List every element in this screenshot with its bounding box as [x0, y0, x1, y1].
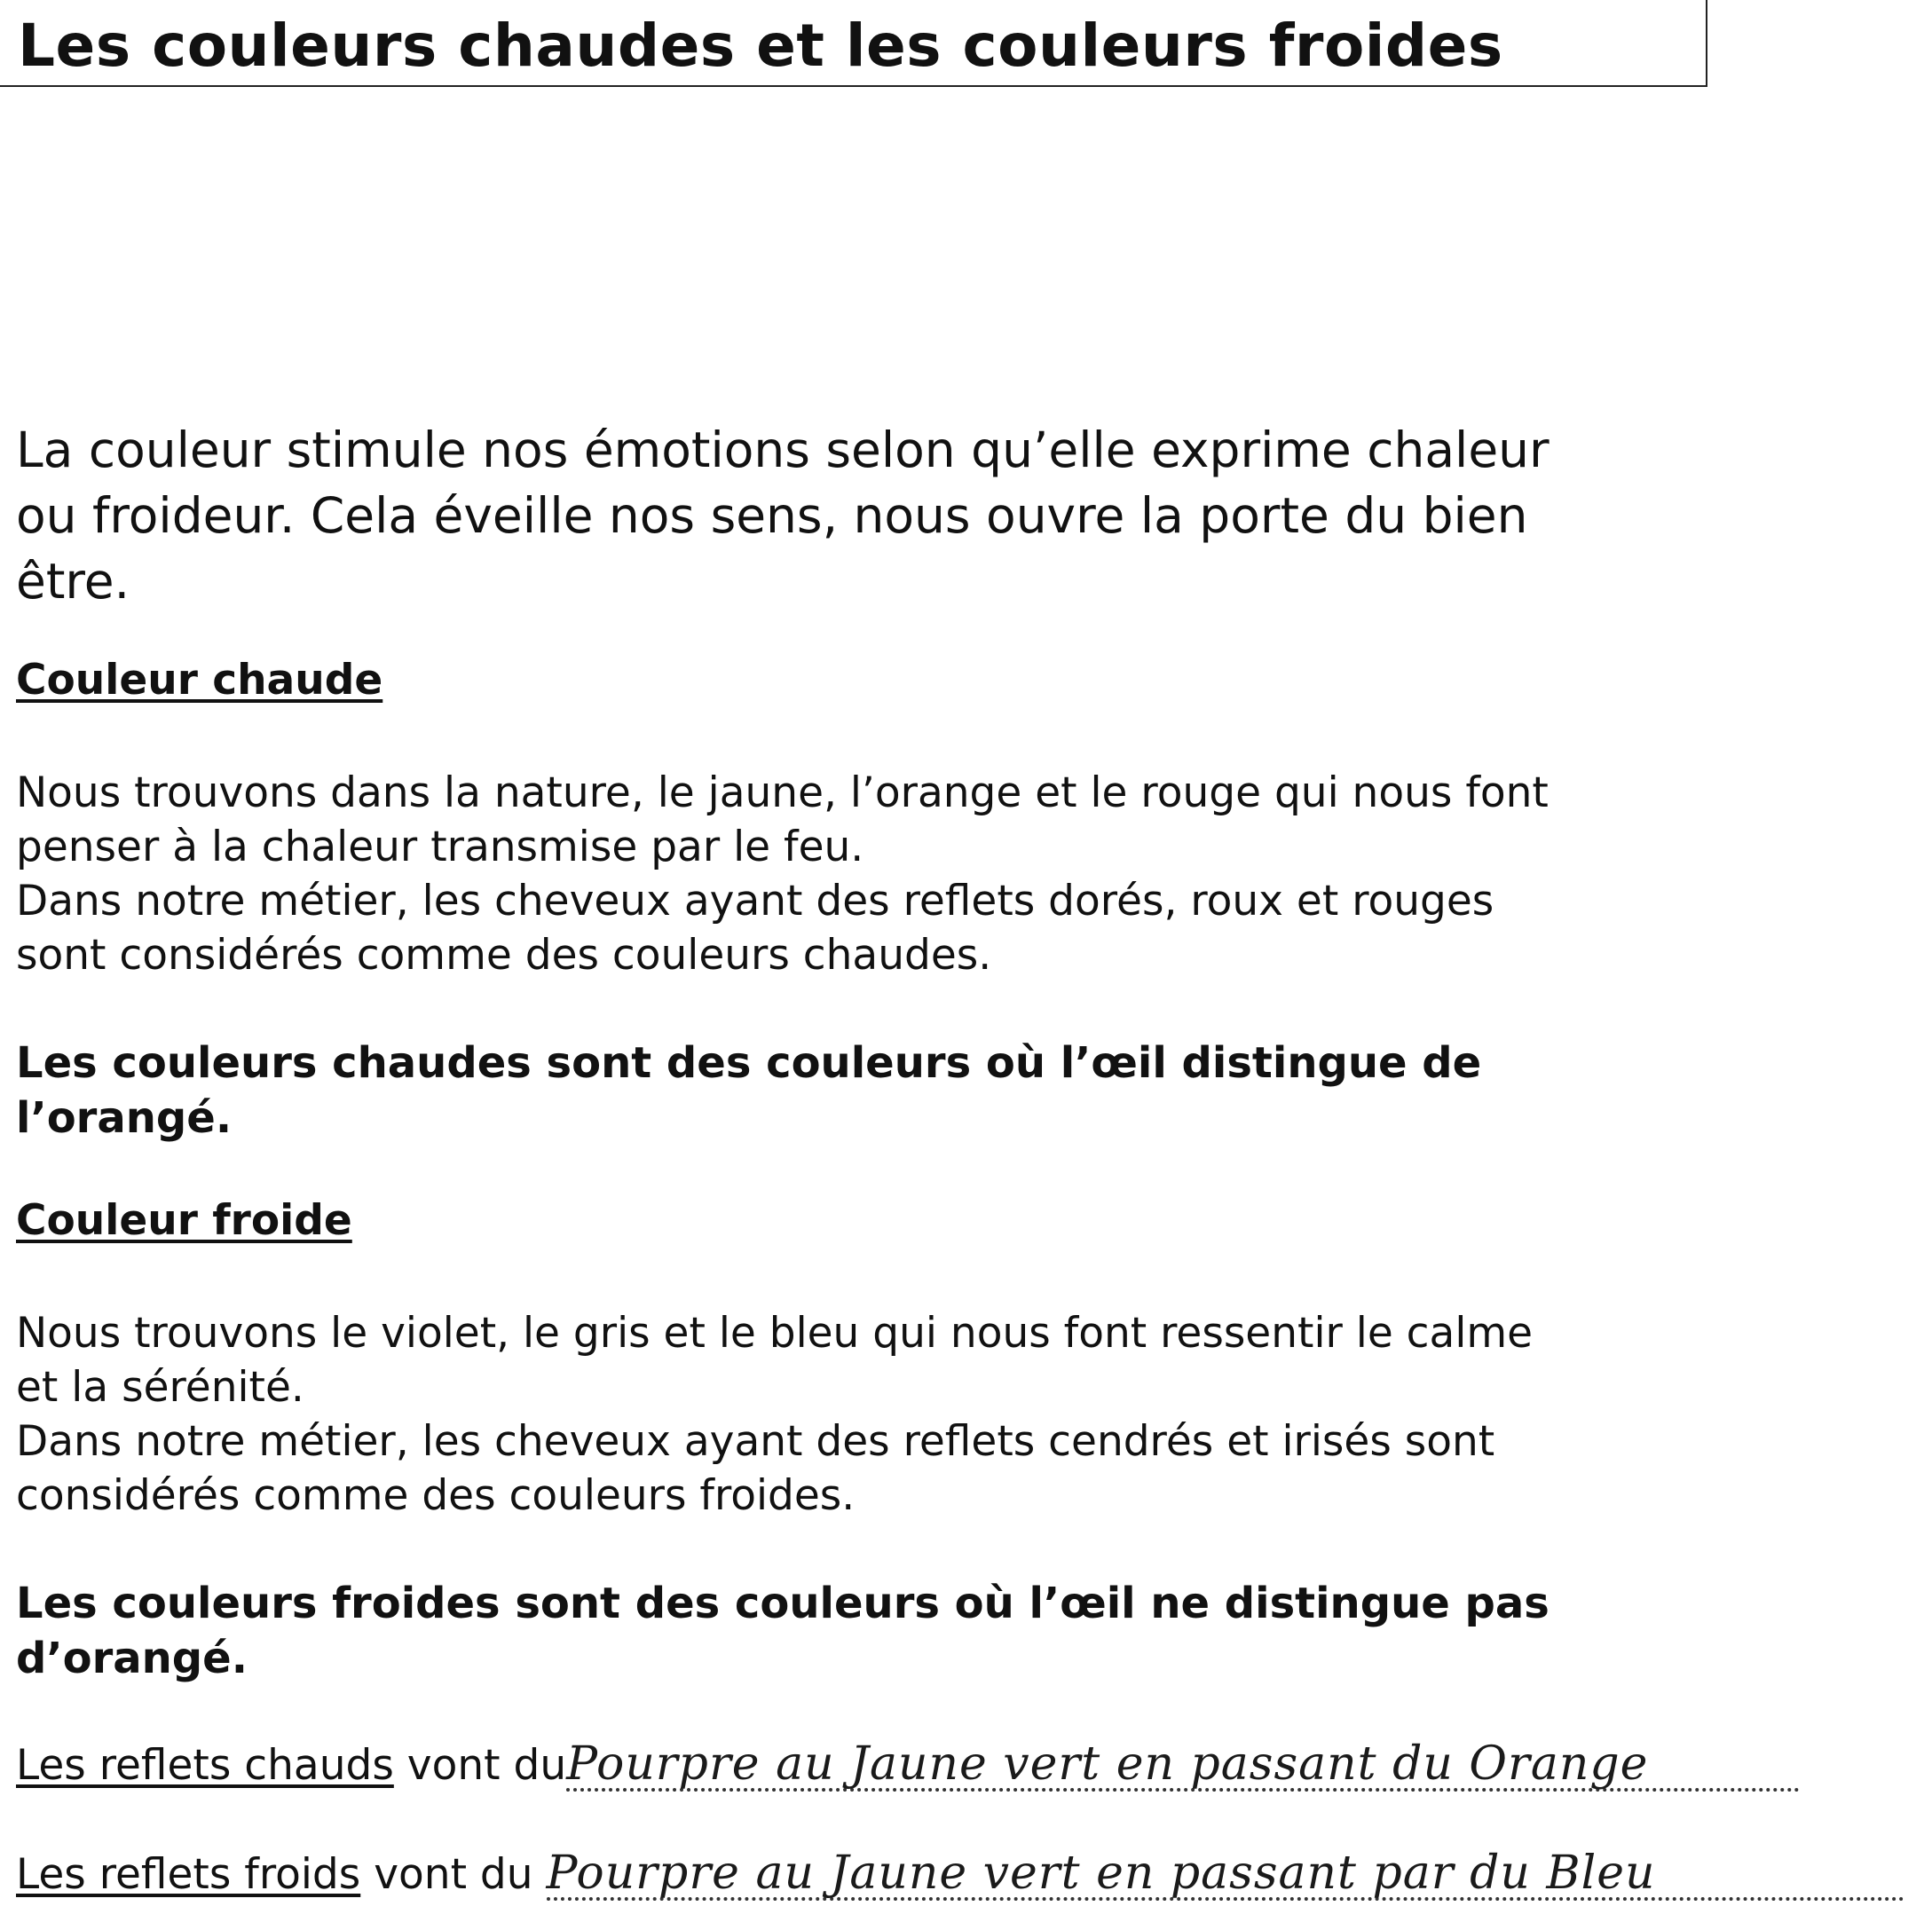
- intro-line: La couleur stimule nos émotions selon qu’elle exprime chaleur: [16, 421, 1550, 478]
- chaude-definition-line: Les couleurs chaudes sont des couleurs où l’œil distingue de: [16, 1038, 1482, 1088]
- reflets-chauds-connector: vont du: [393, 1741, 567, 1790]
- intro-paragraph: [16, 417, 1702, 614]
- chaude-definition: [16, 1036, 1684, 1146]
- chaude-paragraph: [16, 766, 1702, 982]
- reflets-chauds-answer-field[interactable]: Pourpre au Jaune vert en passant du Orange: [566, 1742, 1800, 1792]
- intro-line: ou froideur. Cela éveille nos sens, nous ouvre la porte du bien: [16, 487, 1528, 544]
- chaude-line: sont considérés comme des couleurs chaudes.: [16, 931, 992, 980]
- froide-line: Dans notre métier, les cheveux ayant des reflets cendrés et irisés sont: [16, 1417, 1495, 1466]
- chaude-line: penser à la chaleur transmise par le feu.: [16, 823, 864, 871]
- chaude-line: Dans notre métier, les cheveux ayant des reflets dorés, roux et rouges: [16, 877, 1494, 926]
- froide-line: considérés comme des couleurs froides.: [16, 1471, 856, 1520]
- reflets-froids-connector: vont du: [360, 1850, 547, 1899]
- chaude-definition-line: l’orangé.: [16, 1093, 233, 1143]
- heading-couleur-chaude: Couleur chaude: [16, 656, 383, 705]
- reflets-froids-row: [16, 1848, 1904, 1902]
- reflets-froids-label: Les reflets froids: [16, 1850, 361, 1899]
- reflets-froids-answer-field[interactable]: Pourpre au Jaune vert en passant par du Bleu: [547, 1851, 1904, 1901]
- page-title: Les couleurs chaudes et les couleurs froides: [18, 12, 1503, 80]
- froide-definition-line: d’orangé.: [16, 1634, 248, 1683]
- intro-line: être.: [16, 553, 130, 610]
- reflets-chauds-label: Les reflets chauds: [16, 1741, 394, 1790]
- froide-paragraph: [16, 1306, 1702, 1523]
- froide-definition: [16, 1576, 1684, 1686]
- title-box: [0, 0, 1707, 87]
- froide-line: et la sérénité.: [16, 1363, 304, 1412]
- froide-definition-line: Les couleurs froides sont des couleurs où l’œil ne distingue pas: [16, 1579, 1550, 1628]
- reflets-chauds-row: [16, 1739, 1800, 1792]
- heading-couleur-froide: Couleur froide: [16, 1196, 352, 1245]
- chaude-line: Nous trouvons dans la nature, le jaune, l’orange et le rouge qui nous font: [16, 768, 1549, 817]
- froide-line: Nous trouvons le violet, le gris et le bleu qui nous font ressentir le calme: [16, 1309, 1534, 1358]
